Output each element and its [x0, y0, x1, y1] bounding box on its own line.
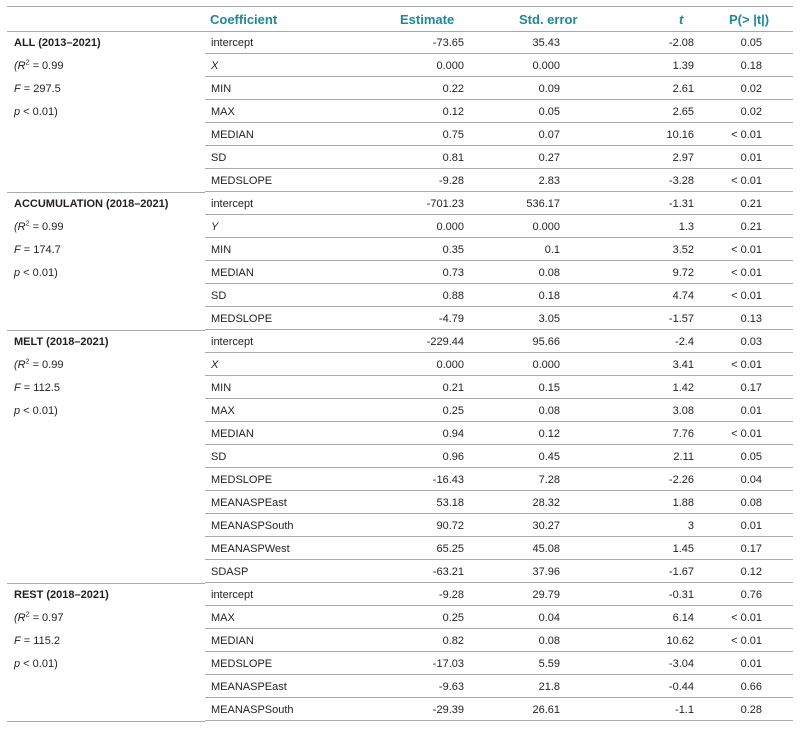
f-label: F — [14, 382, 21, 394]
table-row — [7, 262, 793, 285]
std-error-cell: 0.08 — [538, 267, 560, 279]
p-value-cell: 0.28 — [740, 704, 762, 716]
model-label — [7, 515, 205, 537]
coefficient-cell: MEDIAN — [205, 262, 793, 284]
std-error-cell: 0.18 — [538, 290, 560, 302]
estimate-cell: -9.63 — [438, 681, 464, 693]
header-t: t — [679, 12, 684, 27]
coefficient-cell: MIN — [205, 239, 793, 261]
f-value: = 115.2 — [20, 635, 60, 647]
model-label — [7, 538, 205, 560]
table-row — [7, 354, 793, 377]
coefficient-cell: intercept — [205, 32, 793, 54]
table-body — [7, 32, 793, 722]
coefficient-cell: X — [205, 55, 793, 77]
model-label — [7, 78, 205, 100]
estimate-cell: -73.65 — [432, 37, 464, 49]
model-label — [7, 193, 205, 215]
r2-value: = 0.99 — [29, 359, 64, 371]
p-value-cell: 0.66 — [740, 681, 762, 693]
coefficient-cell: MEANASPEast — [205, 492, 793, 514]
model-label — [7, 124, 205, 146]
model-label — [7, 285, 205, 307]
std-error-cell: 28.32 — [532, 497, 560, 509]
model-label — [7, 561, 205, 583]
estimate-cell: 0.25 — [442, 405, 464, 417]
estimate-cell: -9.28 — [438, 589, 464, 601]
t-value-cell: -0.31 — [668, 589, 694, 601]
table-row — [7, 285, 793, 308]
model-name: REST (2018–2021) — [14, 589, 109, 601]
p-value-cell: 0.76 — [740, 589, 762, 601]
model-label — [7, 32, 205, 54]
estimate-cell: 0.000 — [436, 60, 464, 72]
p-value-cell: 0.08 — [740, 497, 762, 509]
t-value-cell: 3.08 — [672, 405, 694, 417]
p-value-cell: < 0.01 — [731, 290, 762, 302]
estimate-cell: 0.82 — [442, 635, 464, 647]
estimate-cell: 90.72 — [436, 520, 464, 532]
model-name: MELT (2018–2021) — [14, 336, 109, 348]
p-value-cell: < 0.01 — [731, 244, 762, 256]
p-value-cell: 0.17 — [740, 382, 762, 394]
regression-table — [7, 6, 793, 722]
table-row — [7, 515, 793, 538]
p-value-cell: 0.03 — [740, 336, 762, 348]
table-row — [7, 32, 793, 55]
t-value-cell: -3.04 — [668, 658, 694, 670]
table-row — [7, 607, 793, 630]
p-value-cell: 0.21 — [740, 198, 762, 210]
p-value-cell: 0.21 — [740, 221, 762, 233]
table-row — [7, 469, 793, 492]
r2-label: (R — [14, 221, 26, 233]
p-label: p — [14, 405, 21, 417]
table-row — [7, 423, 793, 446]
table-row — [7, 584, 793, 607]
p-value-cell: 0.13 — [740, 313, 762, 325]
model-label — [7, 331, 205, 353]
estimate-cell: -229.44 — [426, 336, 464, 348]
coefficient-cell: MEDSLOPE — [205, 653, 793, 675]
t-value-cell: 3 — [687, 520, 694, 532]
model-group — [7, 584, 793, 722]
estimate-cell: 0.000 — [436, 221, 464, 233]
group-divider — [7, 721, 205, 722]
estimate-cell: 0.35 — [442, 244, 464, 256]
model-label — [7, 676, 205, 698]
model-label — [7, 377, 205, 399]
table-row — [7, 538, 793, 561]
p-value-cell: 0.02 — [740, 83, 762, 95]
coefficient-cell: MEDIAN — [205, 630, 793, 652]
model-label — [7, 469, 205, 491]
p-value-cell: < 0.01 — [731, 267, 762, 279]
table-row — [7, 170, 793, 193]
table-row — [7, 653, 793, 676]
r2-label: (R — [14, 612, 26, 624]
table-row — [7, 331, 793, 354]
table-row — [7, 308, 793, 331]
p-value-cell: 0.01 — [740, 152, 762, 164]
std-error-cell: 0.09 — [538, 83, 560, 95]
std-error-cell: 0.08 — [538, 405, 560, 417]
table-row — [7, 630, 793, 653]
std-error-cell: 0.07 — [538, 129, 560, 141]
coefficient-cell: Y — [205, 216, 793, 238]
coefficient-cell: intercept — [205, 193, 793, 215]
estimate-cell: 0.94 — [442, 428, 464, 440]
r2-label: (R — [14, 60, 26, 72]
coefficient-cell: intercept — [205, 331, 793, 353]
model-label — [7, 262, 205, 284]
estimate-cell: 0.22 — [442, 83, 464, 95]
p-value: < 0.01) — [20, 658, 58, 670]
std-error-cell: 3.05 — [538, 313, 560, 325]
p-label: p — [14, 267, 21, 279]
coefficient-cell: MEDSLOPE — [205, 469, 793, 491]
table-header — [7, 6, 793, 32]
std-error-cell: 26.61 — [532, 704, 560, 716]
coefficient-cell: intercept — [205, 584, 793, 606]
model-label — [7, 354, 205, 376]
model-label — [7, 492, 205, 514]
std-error-cell: 0.27 — [538, 152, 560, 164]
table-row — [7, 193, 793, 216]
std-error-cell: 21.8 — [538, 681, 560, 693]
estimate-cell: 0.81 — [442, 152, 464, 164]
t-value-cell: 1.45 — [672, 543, 694, 555]
model-group — [7, 32, 793, 193]
table-row — [7, 699, 793, 722]
table-row — [7, 676, 793, 699]
t-value-cell: 2.61 — [672, 83, 694, 95]
estimate-cell: 0.12 — [442, 106, 464, 118]
coefficient-cell: MEDSLOPE — [205, 308, 793, 330]
p-value-cell: 0.01 — [740, 520, 762, 532]
p-label: p — [14, 106, 21, 118]
p-value-cell: 0.04 — [740, 474, 762, 486]
t-value-cell: 1.42 — [672, 382, 694, 394]
t-value-cell: 1.3 — [678, 221, 694, 233]
table-row — [7, 400, 793, 423]
std-error-cell: 0.12 — [538, 428, 560, 440]
std-error-cell: 0.05 — [538, 106, 560, 118]
model-label — [7, 584, 205, 606]
estimate-cell: 0.21 — [442, 382, 464, 394]
r2-superscript: 2 — [25, 611, 30, 619]
f-label: F — [14, 635, 21, 647]
t-value-cell: -2.08 — [668, 37, 694, 49]
model-group — [7, 331, 793, 584]
table-row — [7, 147, 793, 170]
t-value-cell: 4.74 — [672, 290, 694, 302]
coefficient-cell: MEDIAN — [205, 423, 793, 445]
p-value-cell: < 0.01 — [731, 359, 762, 371]
f-value: = 297.5 — [20, 83, 61, 95]
std-error-cell: 2.83 — [538, 175, 560, 187]
std-error-cell: 37.96 — [532, 566, 560, 578]
table-row — [7, 124, 793, 147]
estimate-cell: 0.73 — [442, 267, 464, 279]
model-group — [7, 193, 793, 331]
p-value-cell: < 0.01 — [731, 175, 762, 187]
estimate-cell: 65.25 — [436, 543, 464, 555]
coefficient-cell: SD — [205, 446, 793, 468]
coefficient-cell: SD — [205, 147, 793, 169]
coefficient-cell: MIN — [205, 78, 793, 100]
estimate-cell: -4.79 — [438, 313, 464, 325]
t-value-cell: 6.14 — [672, 612, 694, 624]
t-value-cell: 10.62 — [666, 635, 694, 647]
p-value-cell: 0.02 — [740, 106, 762, 118]
t-value-cell: 2.65 — [672, 106, 694, 118]
t-value-cell: 9.72 — [672, 267, 694, 279]
coefficient-cell: MEDIAN — [205, 124, 793, 146]
model-label — [7, 699, 205, 721]
table-row — [7, 101, 793, 124]
std-error-cell: 0.45 — [538, 451, 560, 463]
header-p: P(> |t|) — [729, 12, 770, 27]
model-label — [7, 423, 205, 445]
t-value-cell: 3.41 — [672, 359, 694, 371]
table-row — [7, 377, 793, 400]
p-value-cell: < 0.01 — [731, 612, 762, 624]
table-row — [7, 216, 793, 239]
estimate-cell: 53.18 — [436, 497, 464, 509]
t-value-cell: 1.88 — [672, 497, 694, 509]
t-value-cell: 10.16 — [666, 129, 694, 141]
f-label: F — [14, 244, 21, 256]
std-error-cell: 0.08 — [538, 635, 560, 647]
model-label — [7, 170, 205, 192]
t-value-cell: -1.1 — [675, 704, 694, 716]
t-value-cell: -2.26 — [668, 474, 694, 486]
t-value-cell: -3.28 — [668, 175, 694, 187]
model-label — [7, 239, 205, 261]
t-value-cell: 1.39 — [672, 60, 694, 72]
std-error-cell: 35.43 — [532, 37, 560, 49]
estimate-cell: 0.000 — [436, 359, 464, 371]
table-row — [7, 492, 793, 515]
std-error-cell: 45.08 — [532, 543, 560, 555]
coefficient-cell: MAX — [205, 101, 793, 123]
coefficient-cell: SDASP — [205, 561, 793, 583]
coefficient-cell: X — [205, 354, 793, 376]
r2-label: (R — [14, 359, 26, 371]
std-error-cell: 29.79 — [532, 589, 560, 601]
model-label — [7, 308, 205, 330]
p-value-cell: 0.01 — [740, 405, 762, 417]
model-label — [7, 400, 205, 422]
header-estimate: Estimate — [400, 12, 455, 27]
p-value-cell: 0.05 — [740, 451, 762, 463]
p-value-cell: 0.05 — [740, 37, 762, 49]
estimate-cell: -17.03 — [432, 658, 464, 670]
t-value-cell: 2.11 — [673, 451, 694, 463]
std-error-cell: 30.27 — [532, 520, 560, 532]
model-name: ACCUMULATION (2018–2021) — [14, 198, 169, 210]
std-error-cell: 0.1 — [544, 244, 560, 256]
p-value-cell: < 0.01 — [731, 635, 762, 647]
p-label: p — [14, 658, 21, 670]
t-value-cell: 3.52 — [672, 244, 694, 256]
f-value: = 112.5 — [20, 382, 60, 394]
model-label — [7, 630, 205, 652]
model-label — [7, 607, 205, 629]
p-value-cell: < 0.01 — [731, 129, 762, 141]
estimate-cell: 0.88 — [442, 290, 464, 302]
model-label — [7, 101, 205, 123]
t-value-cell: -1.57 — [668, 313, 694, 325]
coefficient-cell: MEANASPSouth — [205, 699, 793, 721]
std-error-cell: 0.15 — [538, 382, 560, 394]
coefficient-cell: MEDSLOPE — [205, 170, 793, 192]
std-error-cell: 0.04 — [538, 612, 560, 624]
p-value: < 0.01) — [20, 106, 58, 118]
model-label — [7, 446, 205, 468]
p-value-cell: 0.01 — [740, 658, 762, 670]
p-value-cell: < 0.01 — [731, 428, 762, 440]
estimate-cell: 0.75 — [442, 129, 464, 141]
t-value-cell: 2.97 — [672, 152, 694, 164]
t-value-cell: -1.31 — [668, 198, 694, 210]
std-error-cell: 536.17 — [526, 198, 560, 210]
r2-superscript: 2 — [25, 59, 30, 67]
p-value-cell: 0.18 — [740, 60, 762, 72]
coefficient-cell: MEANASPWest — [205, 538, 793, 560]
std-error-cell: 95.66 — [532, 336, 560, 348]
model-name: ALL (2013–2021) — [14, 37, 101, 49]
t-value-cell: -0.44 — [668, 681, 694, 693]
t-value-cell: 7.76 — [672, 428, 694, 440]
table-row — [7, 239, 793, 262]
coefficient-cell: MEANASPEast — [205, 676, 793, 698]
p-value-cell: 0.12 — [740, 566, 762, 578]
r2-value: = 0.99 — [29, 221, 64, 233]
coefficient-cell: MAX — [205, 400, 793, 422]
t-value-cell: -1.67 — [668, 566, 694, 578]
coefficient-cell: MAX — [205, 607, 793, 629]
std-error-cell: 5.59 — [538, 658, 560, 670]
p-value: < 0.01) — [20, 267, 58, 279]
p-value-cell: 0.17 — [740, 543, 762, 555]
estimate-cell: -16.43 — [432, 474, 464, 486]
estimate-cell: -9.28 — [438, 175, 464, 187]
r2-value: = 0.99 — [29, 60, 64, 72]
model-label — [7, 147, 205, 169]
std-error-cell: 0.000 — [532, 221, 560, 233]
estimate-cell: -29.39 — [432, 704, 464, 716]
p-value: < 0.01) — [20, 405, 58, 417]
r2-superscript: 2 — [25, 358, 30, 366]
std-error-cell: 0.000 — [532, 359, 560, 371]
r2-value: = 0.97 — [29, 612, 64, 624]
estimate-cell: -63.21 — [432, 566, 464, 578]
model-label — [7, 216, 205, 238]
f-label: F — [14, 83, 21, 95]
model-label — [7, 55, 205, 77]
f-value: = 174.7 — [20, 244, 61, 256]
std-error-cell: 7.28 — [538, 474, 560, 486]
estimate-cell: -701.23 — [426, 198, 464, 210]
table-row — [7, 446, 793, 469]
table-row — [7, 561, 793, 584]
header-std-error: Std. error — [519, 12, 578, 27]
coefficient-cell: MIN — [205, 377, 793, 399]
coefficient-cell: MEANASPSouth — [205, 515, 793, 537]
coefficient-cell: SD — [205, 285, 793, 307]
std-error-cell: 0.000 — [532, 60, 560, 72]
estimate-cell: 0.25 — [442, 612, 464, 624]
r2-superscript: 2 — [25, 220, 30, 228]
model-label — [7, 653, 205, 675]
table-row — [7, 78, 793, 101]
table-row — [7, 55, 793, 78]
header-coefficient: Coefficient — [210, 12, 278, 27]
estimate-cell: 0.96 — [442, 451, 464, 463]
t-value-cell: -2.4 — [675, 336, 694, 348]
